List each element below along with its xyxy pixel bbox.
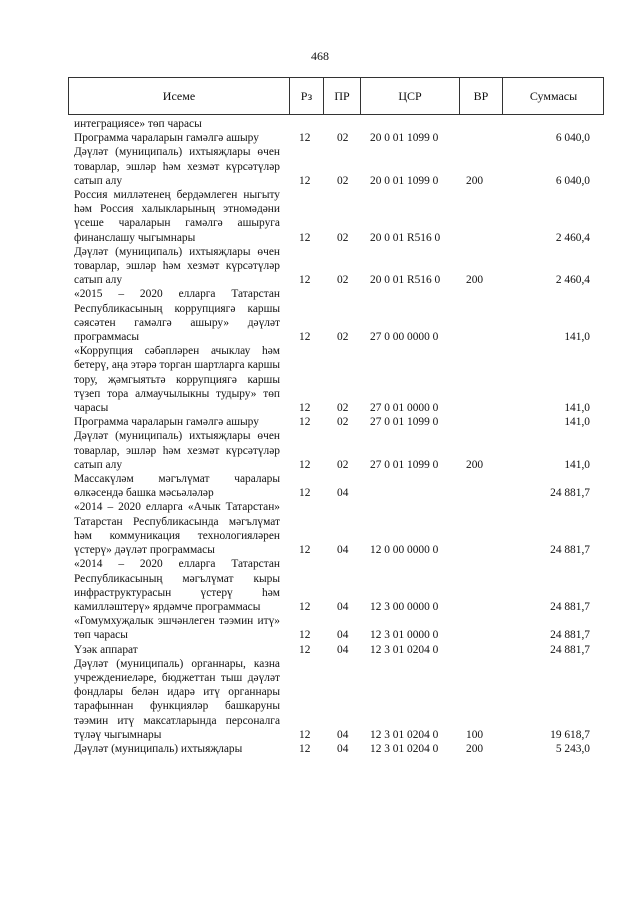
row-csr: 20 0 01 R516 0: [370, 274, 441, 287]
table-row: [68, 500, 604, 557]
row-csr: 27 0 01 1099 0: [370, 416, 439, 429]
row-pr: 04: [337, 728, 349, 741]
row-name: «2014 – 2020 елларга «Ачык Татарстан» Татарстан Республикасында мәгълүмат һәм коммуникация технологияләрен үстерү» дәүләт программасы: [74, 501, 280, 557]
row-csr: 12 3 01 0000 0: [370, 629, 439, 642]
row-sum: 24 881,7: [550, 629, 590, 642]
table-row: [68, 245, 604, 288]
table-row: [68, 429, 604, 472]
row-pr: 04: [337, 600, 349, 613]
row-csr: 12 3 01 0204 0: [370, 742, 439, 755]
row-rz: 12: [299, 458, 311, 471]
header-pr: ПР: [324, 78, 361, 114]
row-pr: 02: [337, 231, 349, 244]
row-rz: 12: [299, 274, 311, 287]
row-name: Дәүләт (муниципаль) ихтыяҗлары өчен товарлар, эшләр һәм хезмәт күрсәтүләр сатып алу: [74, 430, 280, 471]
row-csr: 12 0 00 0000 0: [370, 544, 439, 557]
row-sum: 6 040,0: [555, 132, 590, 145]
table-row: [68, 557, 604, 614]
row-name: Үзәк аппарат: [74, 643, 138, 656]
row-csr: 20 0 01 1099 0: [370, 174, 439, 187]
row-sum: 141,0: [564, 331, 590, 344]
row-rz: 12: [299, 416, 311, 429]
row-rz: 12: [299, 487, 311, 500]
table-row: [68, 472, 604, 500]
table-row: [68, 657, 604, 742]
row-name: Дәүләт (муниципаль) ихтыяҗлары өчен товарлар, эшләр һәм хезмәт күрсәтүләр сатып алу: [74, 245, 280, 287]
row-rz: 12: [299, 174, 311, 187]
table-row: [68, 742, 604, 756]
row-pr: 02: [337, 331, 349, 344]
row-csr: 12 3 01 0204 0: [370, 728, 439, 741]
table-row: [68, 344, 604, 415]
row-rz: 12: [299, 231, 311, 244]
row-rz: 12: [299, 742, 311, 755]
row-rz: 12: [299, 629, 311, 642]
row-pr: 04: [337, 487, 349, 500]
row-vr: 200: [466, 174, 484, 187]
row-pr: 04: [337, 544, 349, 557]
row-sum: 2 460,4: [555, 274, 590, 287]
row-csr: 12 3 01 0204 0: [370, 643, 439, 656]
row-pr: 04: [337, 742, 349, 755]
row-sum: 141,0: [564, 458, 590, 471]
table-row: [68, 287, 604, 344]
budget-table-body: [68, 117, 604, 756]
row-name: Дәүләт (муниципаль) органнары, казна учреждениеләре, бюджеттан тыш дәүләт фондлары белән идарә итү органнары тарафыннан функцияләр башкаруны тәэмин итү максатларында персоналга түләү чыгымнары: [74, 657, 280, 741]
row-sum: 5 243,0: [555, 742, 590, 755]
row-name: «2015 – 2020 елларга Татарстан Республикасының коррупциягә каршы сәясәтен гамәлгә ашыру» дәүләт программасы: [74, 288, 280, 344]
row-name: Программа чараларын гамәлгә ашыру: [74, 132, 259, 145]
row-name: Программа чараларын гамәлгә ашыру: [74, 416, 259, 429]
row-name: «Гомумхуҗалык эшчәнлеген тәэмин итү» төп чарасы: [74, 615, 280, 642]
table-row: [68, 145, 604, 188]
row-pr: 02: [337, 132, 349, 145]
row-pr: 02: [337, 274, 349, 287]
header-name: Исеме: [69, 78, 290, 114]
row-rz: 12: [299, 728, 311, 741]
row-vr: 200: [466, 458, 484, 471]
table-header: [68, 77, 604, 115]
row-rz: 12: [299, 402, 311, 415]
row-sum: 24 881,7: [550, 643, 590, 656]
row-csr: 27 0 01 0000 0: [370, 402, 439, 415]
row-rz: 12: [299, 331, 311, 344]
row-name: «2014 – 2020 елларга Татарстан Республикасының мәгълүмат кыры инфраструктурасын үстерү һәм камилләштерү» ярдәмче программасы: [74, 558, 280, 613]
row-name: Дәүләт (муниципаль) ихтыяҗлары: [74, 742, 243, 755]
row-csr: 27 0 00 0000 0: [370, 331, 439, 344]
row-vr: 200: [466, 274, 484, 287]
row-rz: 12: [299, 600, 311, 613]
row-name: Россия милләтенең бердәмлеген ныгыту һәм Россия халыкларының этномәдәни үсеше чараларын гамәлгә ашыруга финанслашу чыгымнары: [74, 189, 280, 244]
row-sum: 6 040,0: [555, 174, 590, 187]
row-rz: 12: [299, 544, 311, 557]
row-name: Массакүләм мәгълүмат чаралары өлкәсендә башка мәсьәләләр: [74, 473, 280, 500]
row-name: «Коррупция сәбәпләрен ачыклау һәм бетерү, аңа этәрә торган шартларга каршы тору, җәмгыятьтә коррупциягә каршы түзеп тора алмаучылыкны тудыру» төп чарасы: [74, 345, 280, 415]
header-rz: Рз: [290, 78, 324, 114]
row-pr: 02: [337, 174, 349, 187]
row-sum: 19 618,7: [550, 728, 590, 741]
row-pr: 02: [337, 416, 349, 429]
header-csr: ЦСР: [361, 78, 460, 114]
header-vr: ВР: [460, 78, 503, 114]
row-vr: 200: [466, 742, 484, 755]
table-row: [68, 188, 604, 245]
page-number: 468: [311, 49, 329, 63]
table-row: [68, 415, 604, 429]
row-rz: 12: [299, 132, 311, 145]
row-name: интеграциясе» төп чарасы: [74, 118, 202, 130]
table-row: [68, 614, 604, 642]
row-sum: 141,0: [564, 416, 590, 429]
row-pr: 04: [337, 643, 349, 656]
row-sum: 24 881,7: [550, 600, 590, 613]
row-rz: 12: [299, 643, 311, 656]
row-csr: 20 0 01 R516 0: [370, 231, 441, 244]
header-sum: Суммасы: [529, 89, 578, 103]
row-vr: 100: [466, 728, 484, 741]
row-name: Дәүләт (муниципаль) ихтыяҗлары өчен товарлар, эшләр һәм хезмәт күрсәтүләр сатып алу: [74, 146, 280, 187]
row-csr: 20 0 01 1099 0: [370, 132, 439, 145]
row-pr: 02: [337, 402, 349, 415]
table-row: [68, 131, 604, 145]
row-pr: 02: [337, 458, 349, 471]
row-csr: 27 0 01 1099 0: [370, 458, 439, 471]
row-sum: 141,0: [564, 402, 590, 415]
table-row: [68, 643, 604, 657]
row-sum: 24 881,7: [550, 487, 590, 500]
row-csr: 12 3 00 0000 0: [370, 600, 439, 613]
row-sum: 2 460,4: [555, 231, 590, 244]
row-pr: 04: [337, 629, 349, 642]
table-row: [68, 117, 604, 131]
row-sum: 24 881,7: [550, 544, 590, 557]
